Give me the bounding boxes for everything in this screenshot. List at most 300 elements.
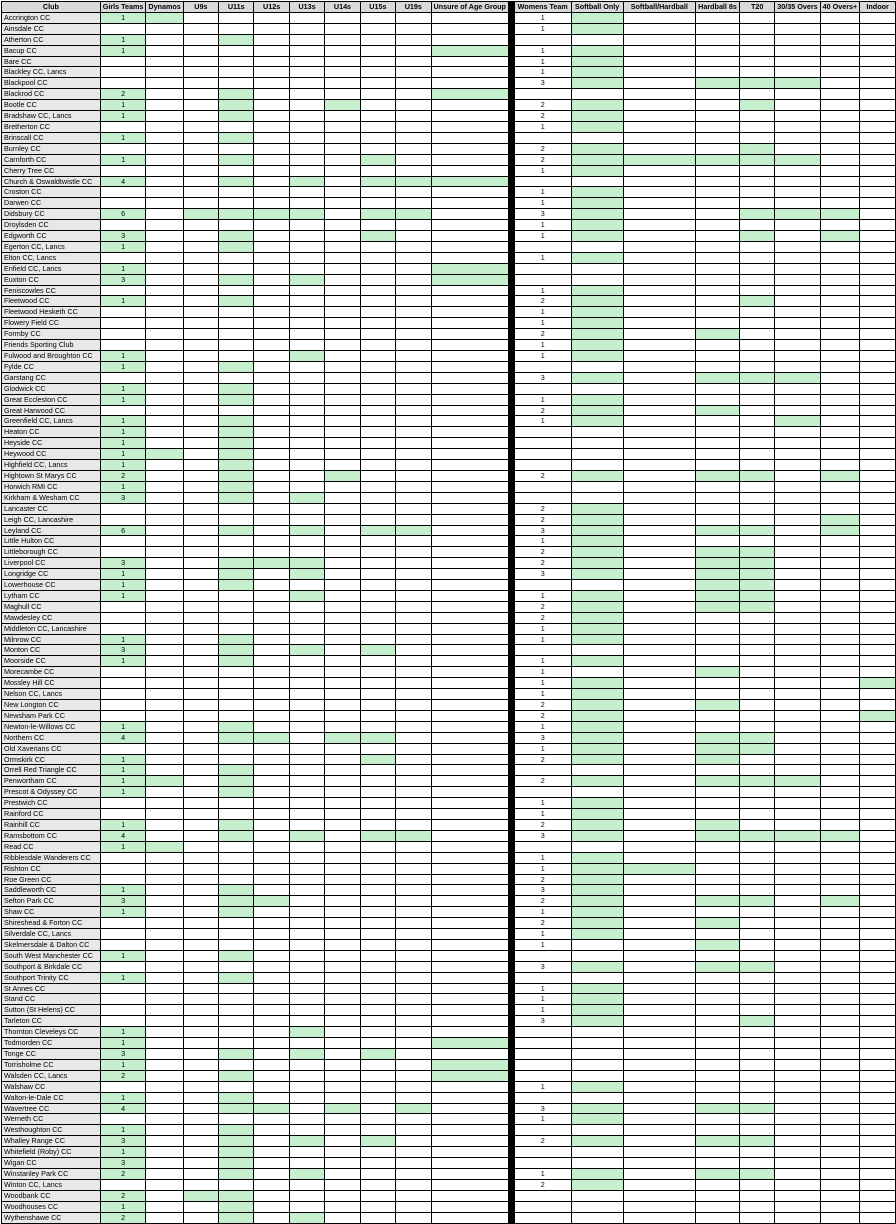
age-group-cell (146, 525, 183, 536)
format-cell (740, 111, 775, 122)
format-cell (623, 187, 696, 198)
age-group-cell (254, 874, 289, 885)
age-group-cell (289, 819, 324, 830)
format-cell (696, 45, 740, 56)
format-cell (740, 525, 775, 536)
club-name-cell: Northern CC (2, 732, 101, 743)
girls-teams-cell (100, 1081, 146, 1092)
age-group-cell (289, 852, 324, 863)
womens-team-cell: 1 (514, 929, 571, 940)
girls-teams-cell (100, 329, 146, 340)
age-group-cell (289, 907, 324, 918)
age-group-cell (219, 45, 254, 56)
format-cell (740, 1016, 775, 1027)
age-group-cell (219, 154, 254, 165)
format-cell (820, 558, 860, 569)
format-cell (775, 819, 820, 830)
format-cell (571, 1114, 623, 1125)
format-cell (740, 296, 775, 307)
age-group-cell (396, 209, 431, 220)
age-group-cell (396, 863, 431, 874)
age-group-cell (360, 972, 395, 983)
age-group-cell (431, 1190, 508, 1201)
format-cell (775, 1147, 820, 1158)
age-group-cell (146, 209, 183, 220)
age-group-cell (183, 710, 218, 721)
age-group-cell (289, 1103, 324, 1114)
header-u14s: U14s (325, 2, 360, 13)
format-cell (820, 111, 860, 122)
format-cell (820, 809, 860, 820)
format-cell (623, 460, 696, 471)
age-group-cell (431, 601, 508, 612)
age-group-cell (431, 351, 508, 362)
table-row (2, 318, 896, 329)
format-cell (775, 1158, 820, 1169)
format-cell (571, 460, 623, 471)
format-cell (623, 874, 696, 885)
age-group-cell (183, 438, 218, 449)
girls-teams-cell: 1 (100, 885, 146, 896)
table-row (2, 231, 896, 242)
age-group-cell (254, 918, 289, 929)
age-group-cell (431, 798, 508, 809)
header-30-35-overs: 30/35 Overs (775, 2, 820, 13)
age-group-cell (146, 972, 183, 983)
format-cell (775, 100, 820, 111)
format-cell (740, 732, 775, 743)
girls-teams-cell: 3 (100, 274, 146, 285)
age-group-cell (146, 100, 183, 111)
format-cell (820, 667, 860, 678)
club-name-cell: Mawdesley CC (2, 612, 101, 623)
club-name-cell: South West Manchester CC (2, 950, 101, 961)
womens-team-cell (514, 89, 571, 100)
format-cell (860, 1168, 896, 1179)
age-group-cell (360, 307, 395, 318)
format-cell (696, 994, 740, 1005)
age-group-cell (360, 1081, 395, 1092)
age-group-cell (325, 994, 360, 1005)
format-cell (740, 656, 775, 667)
girls-teams-cell (100, 929, 146, 940)
format-cell (571, 1179, 623, 1190)
age-group-cell (219, 754, 254, 765)
age-group-cell (431, 525, 508, 536)
age-group-cell (254, 361, 289, 372)
age-group-cell (325, 23, 360, 34)
format-cell (775, 983, 820, 994)
format-cell (820, 907, 860, 918)
age-group-cell (254, 1114, 289, 1125)
age-group-cell (254, 536, 289, 547)
age-group-cell (325, 580, 360, 591)
age-group-cell (183, 231, 218, 242)
format-cell (860, 1059, 896, 1070)
club-name-cell: Rainford CC (2, 809, 101, 820)
format-cell (571, 918, 623, 929)
format-cell (623, 612, 696, 623)
age-group-cell (219, 896, 254, 907)
format-cell (740, 176, 775, 187)
format-cell (571, 994, 623, 1005)
age-group-cell (360, 241, 395, 252)
age-group-cell (360, 809, 395, 820)
age-group-cell (183, 56, 218, 67)
format-cell (820, 1125, 860, 1136)
club-name-cell: Wigan CC (2, 1158, 101, 1169)
club-name-cell: Werneth CC (2, 1114, 101, 1125)
age-group-cell (289, 460, 324, 471)
age-group-cell (146, 754, 183, 765)
age-group-cell (396, 754, 431, 765)
age-group-cell (183, 165, 218, 176)
format-cell (775, 623, 820, 634)
womens-team-cell: 2 (514, 601, 571, 612)
format-cell (740, 601, 775, 612)
age-group-cell (183, 12, 218, 23)
age-group-cell (325, 296, 360, 307)
womens-team-cell: 3 (514, 732, 571, 743)
header-indoor: Indoor (860, 2, 896, 13)
format-cell (623, 678, 696, 689)
age-group-cell (254, 907, 289, 918)
age-group-cell (396, 351, 431, 362)
age-group-cell (289, 241, 324, 252)
age-group-cell (219, 776, 254, 787)
format-cell (696, 1081, 740, 1092)
age-group-cell (360, 220, 395, 231)
format-cell (775, 121, 820, 132)
womens-team-cell (514, 580, 571, 591)
format-cell (860, 492, 896, 503)
age-group-cell (146, 689, 183, 700)
age-group-cell (254, 787, 289, 798)
format-cell (696, 721, 740, 732)
format-cell (775, 667, 820, 678)
table-row (2, 1147, 896, 1158)
womens-team-cell: 3 (514, 830, 571, 841)
format-cell (820, 601, 860, 612)
age-group-cell (431, 710, 508, 721)
age-group-cell (183, 78, 218, 89)
table-row (2, 34, 896, 45)
format-cell (820, 427, 860, 438)
table-row (2, 678, 896, 689)
age-group-cell (289, 329, 324, 340)
format-cell (696, 318, 740, 329)
age-group-cell (146, 438, 183, 449)
format-cell (696, 361, 740, 372)
format-cell (740, 939, 775, 950)
age-group-cell (325, 492, 360, 503)
girls-teams-cell (100, 874, 146, 885)
format-cell (740, 1070, 775, 1081)
format-cell (696, 1114, 740, 1125)
age-group-cell (146, 852, 183, 863)
womens-team-cell: 1 (514, 23, 571, 34)
age-group-cell (289, 1125, 324, 1136)
age-group-cell (289, 700, 324, 711)
age-group-cell (146, 558, 183, 569)
age-group-cell (219, 329, 254, 340)
age-group-cell (360, 700, 395, 711)
age-group-cell (360, 45, 395, 56)
age-group-cell (360, 12, 395, 23)
age-group-cell (183, 885, 218, 896)
format-cell (860, 569, 896, 580)
age-group-cell (146, 1005, 183, 1016)
format-cell (820, 754, 860, 765)
format-cell (696, 492, 740, 503)
age-group-cell (325, 765, 360, 776)
format-cell (775, 809, 820, 820)
format-cell (775, 1190, 820, 1201)
age-group-cell (325, 852, 360, 863)
age-group-cell (254, 263, 289, 274)
age-group-cell (183, 765, 218, 776)
format-cell (860, 1103, 896, 1114)
age-group-cell (183, 819, 218, 830)
age-group-cell (396, 590, 431, 601)
age-group-cell (396, 580, 431, 591)
table-row (2, 394, 896, 405)
age-group-cell (254, 1190, 289, 1201)
age-group-cell (325, 143, 360, 154)
format-cell (696, 580, 740, 591)
age-group-cell (325, 416, 360, 427)
age-group-cell (289, 220, 324, 231)
format-cell (740, 209, 775, 220)
format-cell (740, 558, 775, 569)
table-row (2, 743, 896, 754)
format-cell (571, 558, 623, 569)
age-group-cell (431, 405, 508, 416)
womens-team-cell: 3 (514, 525, 571, 536)
age-group-cell (289, 394, 324, 405)
format-cell (571, 732, 623, 743)
age-group-cell (431, 460, 508, 471)
format-cell (623, 743, 696, 754)
format-cell (696, 830, 740, 841)
format-cell (623, 1190, 696, 1201)
age-group-cell (396, 285, 431, 296)
format-cell (740, 645, 775, 656)
age-group-cell (431, 285, 508, 296)
format-cell (623, 481, 696, 492)
age-group-cell (219, 427, 254, 438)
age-group-cell (289, 176, 324, 187)
club-name-cell: Saddleworth CC (2, 885, 101, 896)
age-group-cell (289, 111, 324, 122)
table-row (2, 329, 896, 340)
format-cell (623, 907, 696, 918)
girls-teams-cell (100, 1179, 146, 1190)
age-group-cell (396, 481, 431, 492)
womens-team-cell (514, 765, 571, 776)
age-group-cell (396, 939, 431, 950)
age-group-cell (146, 1136, 183, 1147)
age-group-cell (183, 558, 218, 569)
age-group-cell (431, 612, 508, 623)
age-group-cell (146, 132, 183, 143)
age-group-cell (396, 1179, 431, 1190)
age-group-cell (396, 296, 431, 307)
age-group-cell (431, 1179, 508, 1190)
club-name-cell: Heaton CC (2, 427, 101, 438)
club-name-cell: Wythenshawe CC (2, 1212, 101, 1223)
age-group-cell (146, 1147, 183, 1158)
format-cell (775, 176, 820, 187)
format-cell (775, 929, 820, 940)
age-group-cell (396, 23, 431, 34)
format-cell (820, 34, 860, 45)
header-girls-teams: Girls Teams (100, 2, 146, 13)
age-group-cell (396, 34, 431, 45)
format-cell (860, 634, 896, 645)
format-cell (623, 154, 696, 165)
womens-team-cell: 2 (514, 1136, 571, 1147)
format-cell (775, 12, 820, 23)
age-group-cell (146, 634, 183, 645)
age-group-cell (254, 852, 289, 863)
format-cell (571, 34, 623, 45)
age-group-cell (219, 34, 254, 45)
age-group-cell (396, 394, 431, 405)
age-group-cell (146, 460, 183, 471)
club-name-cell: Garstang CC (2, 372, 101, 383)
age-group-cell (146, 481, 183, 492)
womens-team-cell: 1 (514, 623, 571, 634)
age-group-cell (325, 514, 360, 525)
age-group-cell (360, 874, 395, 885)
age-group-cell (219, 1070, 254, 1081)
format-cell (696, 950, 740, 961)
age-group-cell (183, 1158, 218, 1169)
format-cell (696, 1092, 740, 1103)
age-group-cell (183, 939, 218, 950)
age-group-cell (183, 34, 218, 45)
age-group-cell (360, 231, 395, 242)
format-cell (820, 1114, 860, 1125)
womens-team-cell: 2 (514, 514, 571, 525)
age-group-cell (431, 274, 508, 285)
womens-team-cell: 2 (514, 612, 571, 623)
table-row (2, 907, 896, 918)
womens-team-cell (514, 787, 571, 798)
age-group-cell (431, 1081, 508, 1092)
club-name-cell: Feniscowles CC (2, 285, 101, 296)
age-group-cell (254, 329, 289, 340)
format-cell (740, 700, 775, 711)
format-cell (820, 1038, 860, 1049)
age-group-cell (360, 176, 395, 187)
format-cell (740, 241, 775, 252)
format-cell (820, 798, 860, 809)
age-group-cell (254, 514, 289, 525)
girls-teams-cell (100, 612, 146, 623)
womens-team-cell: 2 (514, 503, 571, 514)
format-cell (696, 710, 740, 721)
age-group-cell (254, 111, 289, 122)
format-cell (820, 710, 860, 721)
womens-team-cell: 2 (514, 100, 571, 111)
age-group-cell (396, 100, 431, 111)
format-cell (775, 1114, 820, 1125)
womens-team-cell: 2 (514, 296, 571, 307)
format-cell (571, 1027, 623, 1038)
format-cell (775, 1103, 820, 1114)
format-cell (820, 198, 860, 209)
format-cell (820, 1027, 860, 1038)
age-group-cell (360, 950, 395, 961)
age-group-cell (396, 612, 431, 623)
age-group-cell (325, 590, 360, 601)
format-cell (740, 863, 775, 874)
age-group-cell (325, 1103, 360, 1114)
age-group-cell (360, 1038, 395, 1049)
club-name-cell: Walshaw CC (2, 1081, 101, 1092)
age-group-cell (431, 12, 508, 23)
format-cell (740, 340, 775, 351)
age-group-cell (325, 874, 360, 885)
womens-team-cell: 1 (514, 678, 571, 689)
format-cell (623, 885, 696, 896)
age-group-cell (183, 100, 218, 111)
format-cell (775, 416, 820, 427)
age-group-cell (183, 45, 218, 56)
age-group-cell (183, 994, 218, 1005)
format-cell (623, 569, 696, 580)
format-cell (775, 198, 820, 209)
format-cell (740, 1027, 775, 1038)
age-group-cell (431, 678, 508, 689)
format-cell (571, 132, 623, 143)
table-row (2, 503, 896, 514)
age-group-cell (396, 1190, 431, 1201)
age-group-cell (219, 852, 254, 863)
format-cell (860, 841, 896, 852)
age-group-cell (325, 612, 360, 623)
womens-team-cell (514, 1158, 571, 1169)
age-group-cell (289, 361, 324, 372)
format-cell (571, 231, 623, 242)
format-cell (820, 460, 860, 471)
table-row (2, 111, 896, 122)
format-cell (696, 678, 740, 689)
format-cell (820, 23, 860, 34)
girls-teams-cell: 1 (100, 776, 146, 787)
age-group-cell (396, 1049, 431, 1060)
girls-teams-cell: 1 (100, 656, 146, 667)
table-row (2, 852, 896, 863)
format-cell (775, 438, 820, 449)
age-group-cell (183, 361, 218, 372)
format-cell (740, 307, 775, 318)
age-group-cell (146, 187, 183, 198)
table-row (2, 296, 896, 307)
age-group-cell (360, 481, 395, 492)
age-group-cell (360, 798, 395, 809)
age-group-cell (396, 700, 431, 711)
age-group-cell (254, 743, 289, 754)
age-group-cell (219, 231, 254, 242)
format-cell (571, 656, 623, 667)
age-group-cell (431, 1070, 508, 1081)
format-cell (740, 492, 775, 503)
womens-team-cell: 2 (514, 776, 571, 787)
format-cell (860, 252, 896, 263)
